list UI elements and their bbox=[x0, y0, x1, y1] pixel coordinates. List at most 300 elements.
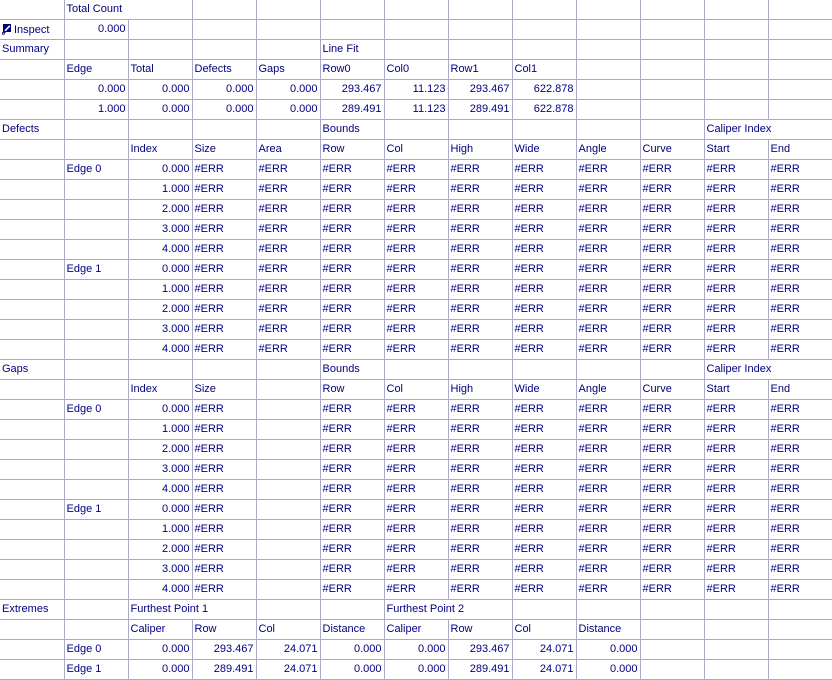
cell-error[interactable] bbox=[768, 180, 832, 200]
cell-error[interactable] bbox=[704, 280, 768, 300]
cell-error[interactable] bbox=[640, 300, 704, 320]
cell-empty[interactable] bbox=[576, 120, 640, 140]
cell-empty[interactable] bbox=[0, 160, 64, 180]
cell-error[interactable] bbox=[192, 340, 256, 360]
cell-value[interactable] bbox=[128, 640, 192, 660]
cell-value[interactable] bbox=[128, 160, 192, 180]
cell-error[interactable] bbox=[320, 540, 384, 560]
cell-error[interactable] bbox=[768, 160, 832, 180]
cell-empty[interactable] bbox=[256, 540, 320, 560]
cell-error[interactable] bbox=[512, 160, 576, 180]
cell-error[interactable] bbox=[448, 320, 512, 340]
cell-error[interactable] bbox=[448, 440, 512, 460]
cell-empty[interactable] bbox=[64, 40, 128, 60]
cell-error[interactable] bbox=[384, 220, 448, 240]
cell-value[interactable] bbox=[384, 80, 448, 100]
cell-error[interactable] bbox=[448, 540, 512, 560]
cell-error[interactable] bbox=[576, 420, 640, 440]
cell-empty[interactable] bbox=[768, 0, 832, 20]
cell-empty[interactable] bbox=[128, 360, 192, 380]
cell-empty[interactable] bbox=[256, 120, 320, 140]
cell-empty[interactable] bbox=[128, 120, 192, 140]
cell-error[interactable] bbox=[192, 220, 256, 240]
cell-empty[interactable] bbox=[0, 80, 64, 100]
cell-empty[interactable] bbox=[384, 360, 448, 380]
cell-error[interactable] bbox=[192, 560, 256, 580]
cell-empty[interactable] bbox=[320, 600, 384, 620]
cell-value[interactable] bbox=[512, 80, 576, 100]
cell-error[interactable] bbox=[576, 280, 640, 300]
cell-empty[interactable] bbox=[64, 360, 128, 380]
cell-empty[interactable] bbox=[576, 0, 640, 20]
cell-empty[interactable] bbox=[0, 380, 64, 400]
cell-empty[interactable] bbox=[64, 580, 128, 600]
cell-total-count-label[interactable] bbox=[64, 0, 192, 20]
cell-error[interactable] bbox=[704, 520, 768, 540]
cell-error[interactable] bbox=[768, 580, 832, 600]
cell-empty[interactable] bbox=[0, 520, 64, 540]
cell-error[interactable] bbox=[384, 500, 448, 520]
cell-empty[interactable] bbox=[64, 320, 128, 340]
cell-value[interactable] bbox=[320, 100, 384, 120]
cell-error[interactable] bbox=[256, 180, 320, 200]
cell-empty[interactable] bbox=[704, 20, 768, 40]
col-header[interactable] bbox=[768, 380, 832, 400]
cell-error[interactable] bbox=[512, 420, 576, 440]
cell-value[interactable] bbox=[128, 400, 192, 420]
cell-empty[interactable] bbox=[0, 60, 64, 80]
cell-error[interactable] bbox=[256, 320, 320, 340]
cell-value[interactable] bbox=[128, 280, 192, 300]
cell-value[interactable] bbox=[128, 540, 192, 560]
cell-error[interactable] bbox=[704, 420, 768, 440]
cell-error[interactable] bbox=[640, 440, 704, 460]
cell-error[interactable] bbox=[384, 560, 448, 580]
cell-error[interactable] bbox=[384, 460, 448, 480]
cell-empty[interactable] bbox=[576, 40, 640, 60]
col-header[interactable] bbox=[704, 380, 768, 400]
cell-error[interactable] bbox=[768, 220, 832, 240]
cell-empty[interactable] bbox=[640, 100, 704, 120]
cell-empty[interactable] bbox=[448, 0, 512, 20]
cell-empty[interactable] bbox=[640, 60, 704, 80]
cell-empty[interactable] bbox=[576, 100, 640, 120]
cell-value[interactable] bbox=[128, 300, 192, 320]
cell-error[interactable] bbox=[512, 200, 576, 220]
cell-empty[interactable] bbox=[0, 660, 64, 680]
cell-error[interactable] bbox=[448, 500, 512, 520]
col-header[interactable] bbox=[768, 140, 832, 160]
cell-empty[interactable] bbox=[256, 600, 320, 620]
cell-error[interactable] bbox=[384, 520, 448, 540]
cell-value[interactable] bbox=[192, 640, 256, 660]
cell-error[interactable] bbox=[512, 280, 576, 300]
cell-value[interactable] bbox=[128, 440, 192, 460]
cell-empty[interactable] bbox=[512, 0, 576, 20]
cell-error[interactable] bbox=[320, 180, 384, 200]
col-header[interactable] bbox=[192, 380, 256, 400]
cell-empty[interactable] bbox=[256, 520, 320, 540]
cell-empty[interactable] bbox=[64, 300, 128, 320]
col-header[interactable] bbox=[384, 620, 448, 640]
row-label-edge-0[interactable] bbox=[64, 400, 128, 420]
cell-empty[interactable] bbox=[64, 560, 128, 580]
col-header[interactable] bbox=[576, 140, 640, 160]
cell-empty[interactable] bbox=[0, 580, 64, 600]
cell-error[interactable] bbox=[192, 260, 256, 280]
cell-empty[interactable] bbox=[128, 40, 192, 60]
cell-error[interactable] bbox=[512, 580, 576, 600]
group-label-furthest-point-1[interactable] bbox=[128, 600, 256, 620]
cell-error[interactable] bbox=[192, 580, 256, 600]
col-header[interactable] bbox=[448, 60, 512, 80]
cell-error[interactable] bbox=[320, 580, 384, 600]
cell-error[interactable] bbox=[576, 220, 640, 240]
cell-value[interactable] bbox=[512, 640, 576, 660]
cell-error[interactable] bbox=[320, 160, 384, 180]
cell-empty[interactable] bbox=[256, 460, 320, 480]
cell-empty[interactable] bbox=[0, 500, 64, 520]
cell-empty[interactable] bbox=[768, 80, 832, 100]
cell-error[interactable] bbox=[256, 300, 320, 320]
cell-error[interactable] bbox=[704, 580, 768, 600]
cell-empty[interactable] bbox=[576, 360, 640, 380]
cell-value[interactable] bbox=[320, 660, 384, 680]
section-label-summary[interactable] bbox=[0, 40, 64, 60]
cell-empty[interactable] bbox=[0, 180, 64, 200]
cell-empty[interactable] bbox=[640, 20, 704, 40]
cell-error[interactable] bbox=[320, 440, 384, 460]
col-header[interactable] bbox=[512, 140, 576, 160]
col-header[interactable] bbox=[384, 380, 448, 400]
cell-empty[interactable] bbox=[0, 100, 64, 120]
cell-error[interactable] bbox=[448, 400, 512, 420]
cell-error[interactable] bbox=[384, 540, 448, 560]
cell-error[interactable] bbox=[384, 160, 448, 180]
cell-empty[interactable] bbox=[64, 460, 128, 480]
cell-empty[interactable] bbox=[64, 600, 128, 620]
cell-error[interactable] bbox=[576, 560, 640, 580]
row-label-edge-1[interactable] bbox=[64, 500, 128, 520]
cell-total-count-value[interactable] bbox=[64, 20, 128, 40]
cell-empty[interactable] bbox=[704, 80, 768, 100]
cell-empty[interactable] bbox=[64, 240, 128, 260]
cell-error[interactable] bbox=[192, 300, 256, 320]
col-header[interactable] bbox=[640, 380, 704, 400]
cell-error[interactable] bbox=[512, 340, 576, 360]
cell-error[interactable] bbox=[384, 580, 448, 600]
col-header[interactable] bbox=[512, 380, 576, 400]
cell-error[interactable] bbox=[640, 240, 704, 260]
cell-value[interactable] bbox=[128, 340, 192, 360]
cell-empty[interactable] bbox=[768, 660, 832, 680]
cell-empty[interactable] bbox=[192, 20, 256, 40]
cell-error[interactable] bbox=[640, 200, 704, 220]
cell-value[interactable] bbox=[128, 260, 192, 280]
cell-value[interactable] bbox=[576, 640, 640, 660]
cell-error[interactable] bbox=[768, 520, 832, 540]
cell-empty[interactable] bbox=[0, 300, 64, 320]
cell-empty[interactable] bbox=[0, 560, 64, 580]
cell-error[interactable] bbox=[384, 180, 448, 200]
cell-error[interactable] bbox=[448, 200, 512, 220]
col-header[interactable] bbox=[384, 60, 448, 80]
cell-empty[interactable] bbox=[448, 360, 512, 380]
cell-error[interactable] bbox=[320, 280, 384, 300]
cell-error[interactable] bbox=[192, 200, 256, 220]
cell-error[interactable] bbox=[576, 460, 640, 480]
cell-error[interactable] bbox=[640, 520, 704, 540]
col-header[interactable] bbox=[576, 620, 640, 640]
cell-empty[interactable] bbox=[320, 0, 384, 20]
col-header[interactable] bbox=[128, 60, 192, 80]
cell-error[interactable] bbox=[704, 400, 768, 420]
cell-error[interactable] bbox=[576, 200, 640, 220]
cell-error[interactable] bbox=[576, 320, 640, 340]
section-label-extremes[interactable] bbox=[0, 600, 64, 620]
cell-error[interactable] bbox=[768, 240, 832, 260]
cell-error[interactable] bbox=[448, 340, 512, 360]
cell-error[interactable] bbox=[192, 520, 256, 540]
cell-empty[interactable] bbox=[256, 40, 320, 60]
cell-empty[interactable] bbox=[0, 280, 64, 300]
cell-empty[interactable] bbox=[576, 20, 640, 40]
cell-empty[interactable] bbox=[0, 540, 64, 560]
col-header[interactable] bbox=[448, 620, 512, 640]
cell-value[interactable] bbox=[64, 80, 128, 100]
cell-empty[interactable] bbox=[0, 320, 64, 340]
cell-error[interactable] bbox=[448, 580, 512, 600]
cell-error[interactable] bbox=[512, 440, 576, 460]
row-label-edge-0[interactable] bbox=[64, 160, 128, 180]
col-header[interactable] bbox=[192, 60, 256, 80]
cell-error[interactable] bbox=[256, 160, 320, 180]
cell-error[interactable] bbox=[768, 280, 832, 300]
cell-error[interactable] bbox=[576, 340, 640, 360]
col-header[interactable] bbox=[128, 380, 192, 400]
col-header[interactable] bbox=[384, 140, 448, 160]
cell-empty[interactable] bbox=[512, 120, 576, 140]
col-header[interactable] bbox=[256, 620, 320, 640]
cell-empty[interactable] bbox=[192, 360, 256, 380]
cell-error[interactable] bbox=[320, 500, 384, 520]
cell-value[interactable] bbox=[128, 480, 192, 500]
cell-error[interactable] bbox=[576, 160, 640, 180]
cell-error[interactable] bbox=[704, 500, 768, 520]
cell-error[interactable] bbox=[704, 260, 768, 280]
col-header[interactable] bbox=[448, 140, 512, 160]
cell-error[interactable] bbox=[448, 520, 512, 540]
cell-empty[interactable] bbox=[256, 400, 320, 420]
cell-error[interactable] bbox=[704, 440, 768, 460]
cell-error[interactable] bbox=[320, 300, 384, 320]
cell-value[interactable] bbox=[448, 660, 512, 680]
cell-error[interactable] bbox=[512, 300, 576, 320]
col-header[interactable] bbox=[320, 620, 384, 640]
cell-empty[interactable] bbox=[0, 240, 64, 260]
cell-empty[interactable] bbox=[704, 600, 768, 620]
cell-error[interactable] bbox=[640, 320, 704, 340]
group-label-caliper-index[interactable] bbox=[704, 120, 832, 140]
cell-value[interactable] bbox=[448, 100, 512, 120]
cell-empty[interactable] bbox=[256, 500, 320, 520]
cell-empty[interactable] bbox=[512, 20, 576, 40]
col-header[interactable] bbox=[640, 140, 704, 160]
col-header[interactable] bbox=[128, 620, 192, 640]
cell-empty[interactable] bbox=[192, 120, 256, 140]
cell-empty[interactable] bbox=[448, 40, 512, 60]
cell-empty[interactable] bbox=[64, 220, 128, 240]
cell-empty[interactable] bbox=[640, 660, 704, 680]
col-header[interactable] bbox=[448, 380, 512, 400]
cell-error[interactable] bbox=[512, 500, 576, 520]
cell-error[interactable] bbox=[576, 300, 640, 320]
cell-empty[interactable] bbox=[768, 20, 832, 40]
cell-error[interactable] bbox=[768, 260, 832, 280]
cell-error[interactable] bbox=[512, 400, 576, 420]
cell-error[interactable] bbox=[192, 460, 256, 480]
cell-value[interactable] bbox=[128, 100, 192, 120]
cell-empty[interactable] bbox=[256, 560, 320, 580]
cell-empty[interactable] bbox=[64, 440, 128, 460]
cell-empty[interactable] bbox=[512, 600, 576, 620]
col-header[interactable] bbox=[576, 380, 640, 400]
cell-empty[interactable] bbox=[0, 620, 64, 640]
cell-error[interactable] bbox=[512, 540, 576, 560]
cell-error[interactable] bbox=[768, 500, 832, 520]
cell-error[interactable] bbox=[320, 340, 384, 360]
cell-error[interactable] bbox=[704, 240, 768, 260]
cell-empty[interactable] bbox=[64, 140, 128, 160]
cell-empty[interactable] bbox=[64, 380, 128, 400]
cell-error[interactable] bbox=[576, 520, 640, 540]
group-label-line-fit[interactable] bbox=[320, 40, 384, 60]
cell-error[interactable] bbox=[512, 560, 576, 580]
cell-value[interactable] bbox=[128, 200, 192, 220]
cell-empty[interactable] bbox=[576, 600, 640, 620]
cell-value[interactable] bbox=[384, 100, 448, 120]
cell-empty[interactable] bbox=[64, 520, 128, 540]
cell-error[interactable] bbox=[320, 560, 384, 580]
cell-empty[interactable] bbox=[256, 580, 320, 600]
cell-error[interactable] bbox=[768, 440, 832, 460]
cell-value[interactable] bbox=[128, 580, 192, 600]
cell-empty[interactable] bbox=[704, 620, 768, 640]
cell-error[interactable] bbox=[768, 400, 832, 420]
cell-empty[interactable] bbox=[0, 420, 64, 440]
cell-error[interactable] bbox=[640, 180, 704, 200]
cell-error[interactable] bbox=[640, 500, 704, 520]
cell-value[interactable] bbox=[128, 80, 192, 100]
row-label-edge-0[interactable] bbox=[64, 640, 128, 660]
cell-error[interactable] bbox=[576, 500, 640, 520]
cell-empty[interactable] bbox=[192, 40, 256, 60]
cell-empty[interactable] bbox=[640, 360, 704, 380]
cell-error[interactable] bbox=[512, 320, 576, 340]
cell-empty[interactable] bbox=[0, 260, 64, 280]
cell-error[interactable] bbox=[576, 240, 640, 260]
cell-error[interactable] bbox=[768, 480, 832, 500]
col-header[interactable] bbox=[64, 60, 128, 80]
cell-empty[interactable] bbox=[640, 640, 704, 660]
cell-value[interactable] bbox=[256, 640, 320, 660]
cell-empty[interactable] bbox=[256, 0, 320, 20]
cell-error[interactable] bbox=[384, 340, 448, 360]
cell-empty[interactable] bbox=[64, 540, 128, 560]
cell-value[interactable] bbox=[384, 660, 448, 680]
cell-error[interactable] bbox=[192, 420, 256, 440]
cell-empty[interactable] bbox=[64, 420, 128, 440]
cell-empty[interactable] bbox=[64, 180, 128, 200]
cell-error[interactable] bbox=[256, 280, 320, 300]
cell-error[interactable] bbox=[512, 520, 576, 540]
cell-empty[interactable] bbox=[320, 20, 384, 40]
cell-value[interactable] bbox=[128, 500, 192, 520]
col-header[interactable] bbox=[192, 620, 256, 640]
cell-empty[interactable] bbox=[640, 600, 704, 620]
cell-error[interactable] bbox=[768, 340, 832, 360]
cell-error[interactable] bbox=[384, 480, 448, 500]
cell-error[interactable] bbox=[256, 340, 320, 360]
cell-empty[interactable] bbox=[256, 360, 320, 380]
cell-error[interactable] bbox=[320, 260, 384, 280]
cell-error[interactable] bbox=[320, 460, 384, 480]
col-header[interactable] bbox=[512, 620, 576, 640]
cell-error[interactable] bbox=[768, 540, 832, 560]
cell-error[interactable] bbox=[256, 260, 320, 280]
cell-error[interactable] bbox=[192, 540, 256, 560]
cell-empty[interactable] bbox=[0, 440, 64, 460]
col-header[interactable] bbox=[320, 380, 384, 400]
cell-value[interactable] bbox=[448, 640, 512, 660]
cell-error[interactable] bbox=[384, 280, 448, 300]
cell-error[interactable] bbox=[704, 200, 768, 220]
cell-value[interactable] bbox=[128, 460, 192, 480]
cell-empty[interactable] bbox=[384, 20, 448, 40]
cell-empty[interactable] bbox=[640, 0, 704, 20]
cell-empty[interactable] bbox=[192, 0, 256, 20]
cell-error[interactable] bbox=[640, 220, 704, 240]
cell-value[interactable] bbox=[256, 660, 320, 680]
cell-empty[interactable] bbox=[576, 80, 640, 100]
cell-inspect[interactable] bbox=[0, 20, 64, 40]
cell-error[interactable] bbox=[192, 320, 256, 340]
cell-value[interactable] bbox=[576, 660, 640, 680]
cell-error[interactable] bbox=[320, 220, 384, 240]
cell-empty[interactable] bbox=[0, 460, 64, 480]
cell-error[interactable] bbox=[320, 480, 384, 500]
cell-error[interactable] bbox=[512, 460, 576, 480]
cell-error[interactable] bbox=[320, 240, 384, 260]
cell-empty[interactable] bbox=[640, 80, 704, 100]
cell-empty[interactable] bbox=[128, 20, 192, 40]
cell-error[interactable] bbox=[192, 480, 256, 500]
cell-error[interactable] bbox=[192, 180, 256, 200]
cell-error[interactable] bbox=[192, 500, 256, 520]
cell-error[interactable] bbox=[192, 280, 256, 300]
cell-error[interactable] bbox=[704, 320, 768, 340]
cell-error[interactable] bbox=[704, 460, 768, 480]
cell-error[interactable] bbox=[256, 220, 320, 240]
cell-empty[interactable] bbox=[256, 440, 320, 460]
col-header[interactable] bbox=[128, 140, 192, 160]
cell-empty[interactable] bbox=[704, 640, 768, 660]
cell-value[interactable] bbox=[64, 100, 128, 120]
cell-error[interactable] bbox=[768, 560, 832, 580]
cell-value[interactable] bbox=[128, 180, 192, 200]
cell-empty[interactable] bbox=[256, 20, 320, 40]
cell-error[interactable] bbox=[576, 580, 640, 600]
